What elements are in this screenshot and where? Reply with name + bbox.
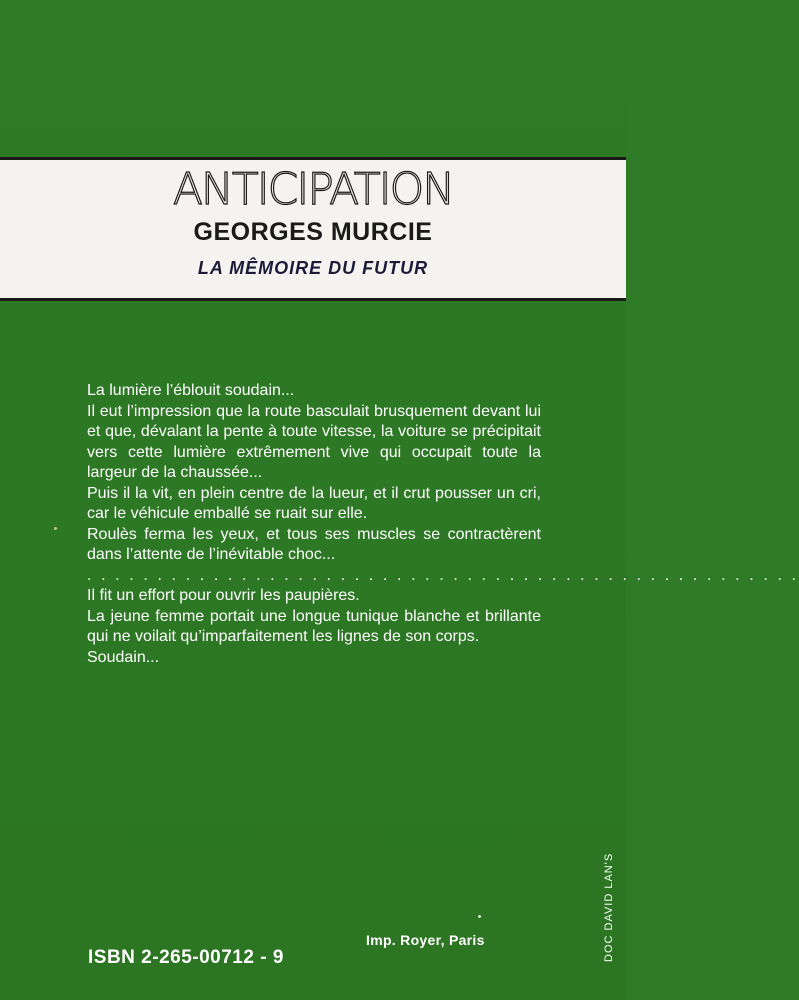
- collector-stamp: DOC DAVID LAN'S: [603, 852, 615, 962]
- isbn-number: ISBN 2-265-00712 - 9: [88, 947, 284, 968]
- print-speck: [478, 915, 481, 918]
- blurb-separator: . . . . . . . . . . . . . . . . . . . . . . . . . . . . . . . . . . . . . . . . . . . . . . . . . . .: [87, 566, 799, 584]
- blurb-text: [87, 381, 799, 668]
- series-name: ANTICIPATION: [172, 164, 454, 215]
- title-band: [0, 160, 626, 298]
- blurb-paragraph: Il fit un effort pour ouvrir les paupières.: [87, 587, 360, 604]
- printer-credit: Imp. Royer, Paris: [366, 932, 485, 948]
- blurb-paragraph: Roulès ferma les yeux, et tous ses muscles se contractèrent dans l’attente de l’inévitable choc...: [87, 525, 541, 563]
- band-bottom-border: [0, 298, 626, 301]
- print-speck: [54, 527, 57, 530]
- blurb-paragraph: Il eut l’impression que la route basculait brusquement devant lui et que, dévalant la pente à toute vitesse, la voiture se précipitait vers cette lumière extrêmement vive qui occupait toute la largeur de la chaussée...: [87, 402, 541, 481]
- blurb-paragraph: Soudain...: [87, 648, 160, 666]
- blurb-paragraph: La jeune femme portait une longue tunique blanche et brillante qui ne voilait qu’imparfaitement les lignes de son corps.: [87, 607, 541, 645]
- book-title: LA MÊMOIRE DU FUTUR: [197, 258, 429, 278]
- author-name: GEORGES MURCIE: [193, 218, 433, 246]
- blurb-paragraph: Puis il la vit, en plein centre de la lueur, et il crut pousser un cri, car le véhicule emballé se ruait sur elle.: [87, 484, 541, 522]
- blurb-paragraph: La lumière l’éblouit soudain...: [87, 382, 295, 399]
